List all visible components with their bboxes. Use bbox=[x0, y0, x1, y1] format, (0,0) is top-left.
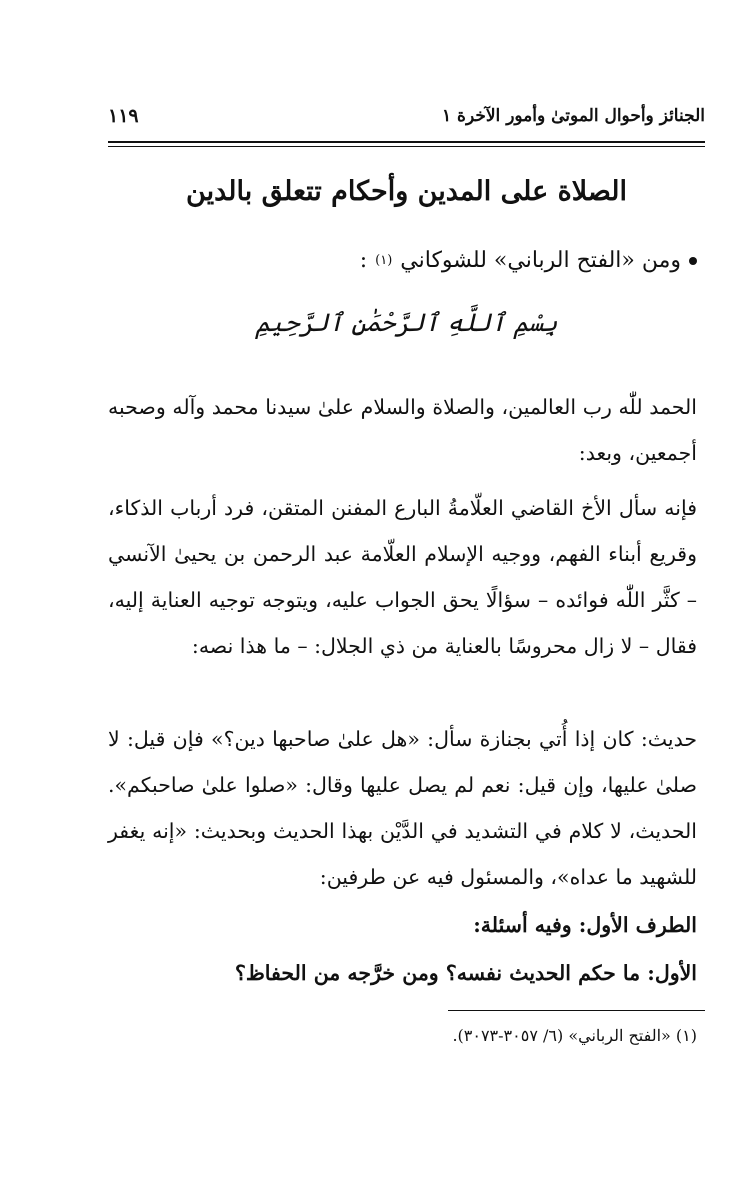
intro-colon: : bbox=[359, 248, 368, 273]
basmala: بِسْمِ ٱللَّهِ ٱلرَّحْمَٰنِ ٱلرَّحِيمِ bbox=[255, 308, 558, 337]
footnote-rule bbox=[448, 1010, 705, 1011]
bullet-icon bbox=[689, 257, 697, 265]
paragraph-opening: الحمد للّٰه رب العالمين، والصلاة والسلام علىٰ سيدنا محمد وآله وصحبه أجمعين، وبعد: bbox=[108, 395, 697, 465]
footnote-ref: (١) bbox=[375, 253, 393, 268]
running-header bbox=[108, 98, 705, 134]
paragraph-hadith: حديث: كان إذا أُتي بجنازة سأل: «هل علىٰ صاحبها دين؟» فإن قيل: لا صلىٰ عليها، وإن قيل: نعم لم يصل عليها وقال: «صلوا علىٰ صاحبكم». الحديث، لا كلام في التشديد في الدَّيْن بهذا الحديث وبحديث: «إنه يغفر للشهيد ما عداه»، والمسئول فيه عن طرفين: bbox=[108, 727, 697, 889]
page-number: ١١٩ bbox=[108, 105, 139, 127]
source-intro bbox=[108, 248, 697, 273]
section-title: الصلاة على المدين وأحكام تتعلق بالدين bbox=[186, 176, 627, 207]
header-title: الجنائز وأحوال الموتىٰ وأمور الآخرة ١ bbox=[442, 106, 705, 126]
header-rule-thin bbox=[108, 146, 705, 147]
paragraph-question: فإنه سأل الأخ القاضي العلّامةُ البارع المفنن المتقن، فرد أرباب الذكاء، وقريع أبناء الفهم، ووجيه الإسلام العلّامة عبد الرحمن بن يحيىٰ الآنسي – كثَّر اللّٰه فوائده – سؤالًا يحق الجواب عليه، ويتوجه توجيه العناية إليه، فقال – لا زال محروسًا بالعناية من ذي الجلال: – ما هذا نصه: bbox=[108, 496, 697, 658]
source-intro-text: ومن «الفتح الرباني» للشوكاني bbox=[400, 248, 681, 273]
subheading-first-part: الطرف الأول: وفيه أسئلة: bbox=[473, 913, 697, 937]
header-rule-thick bbox=[108, 141, 705, 143]
subheading-first-question: الأول: ما حكم الحديث نفسه؟ ومن خرَّجه من الحفاظ؟ bbox=[234, 961, 697, 985]
footnote: (١) «الفتح الرباني» (٦/ ٣٠٥٧-٣٠٧٣). bbox=[452, 1026, 697, 1045]
